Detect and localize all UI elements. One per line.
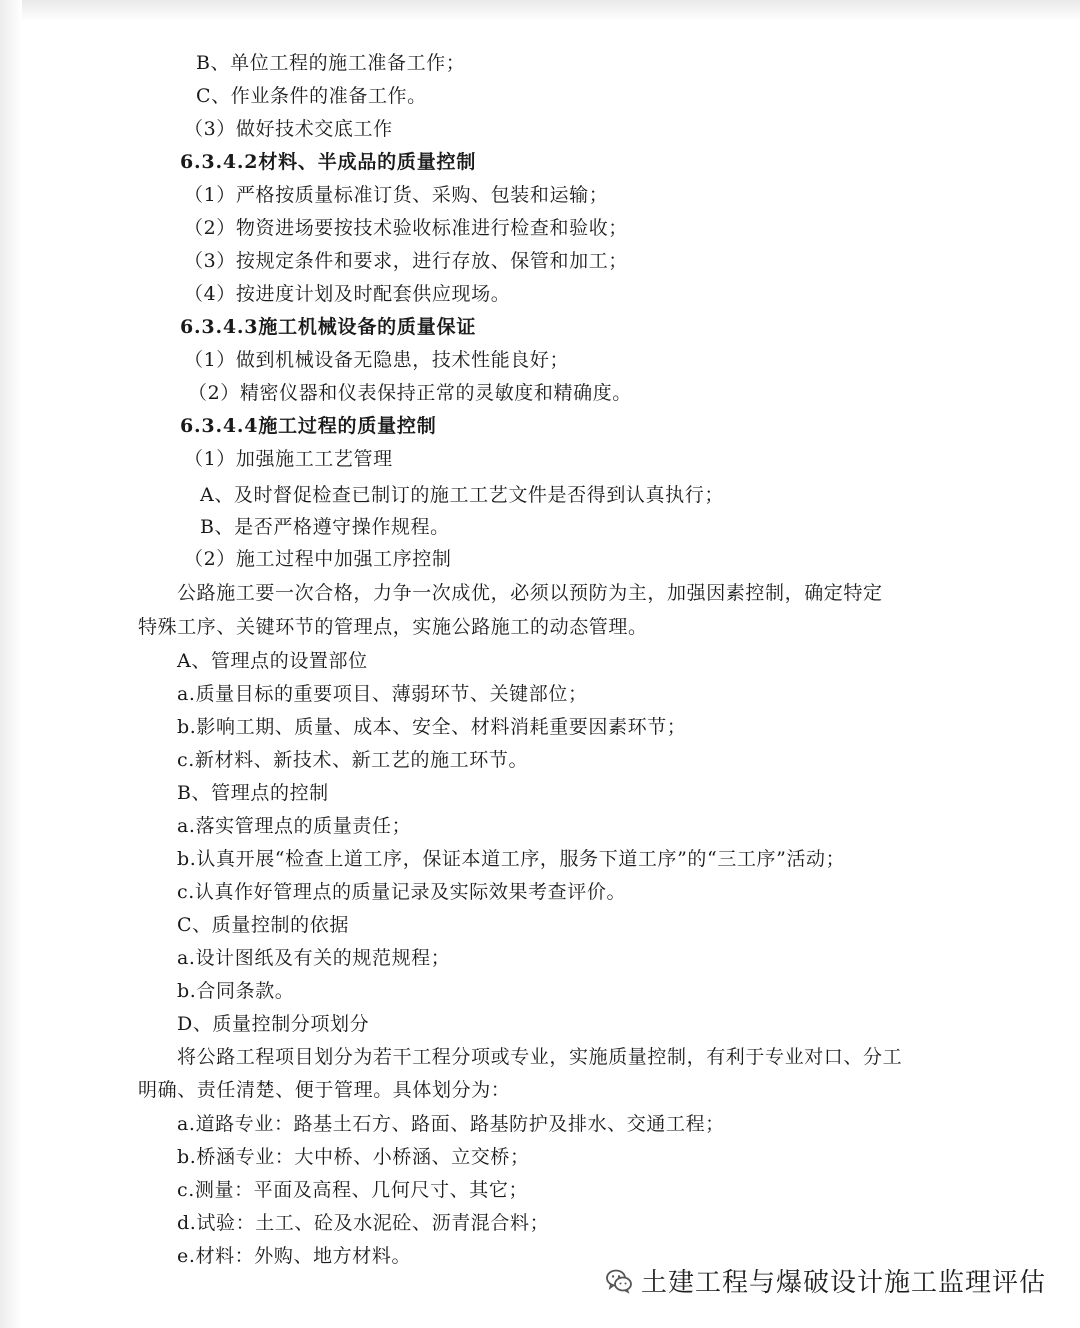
text-line: a.落实管理点的质量责任；: [177, 815, 412, 837]
text-line: b.影响工期、质量、成本、安全、材料消耗重要因素环节；: [177, 716, 687, 738]
text-line: A、及时督促检查已制订的施工工艺文件是否得到认真执行；: [200, 484, 724, 506]
wechat-icon: [605, 1267, 633, 1295]
text-line: （3）做好技术交底工作: [184, 118, 393, 140]
text-line: （3）按规定条件和要求，进行存放、保管和加工；: [184, 250, 628, 272]
paragraph-line: 将公路工程项目划分为若干工程分项或专业，实施质量控制，有利于专业对口、分工: [177, 1046, 903, 1068]
text-line: C、作业条件的准备工作。: [196, 85, 427, 107]
text-line: d.试验：土工、砼及水泥砼、沥青混合料；: [177, 1212, 550, 1234]
text-line: c.认真作好管理点的质量记录及实际效果考查评价。: [177, 881, 627, 903]
text-line: B、单位工程的施工准备工作；: [196, 52, 466, 74]
section-heading: 6.3.4.2材料、半成品的质量控制: [180, 151, 477, 173]
text-line: b.桥涵专业：大中桥、小桥涵、立交桥；: [177, 1146, 530, 1168]
text-line: a.道路专业：路基土石方、路面、路基防护及排水、交通工程；: [177, 1113, 725, 1135]
paragraph-line: 明确、责任清楚、便于管理。具体划分为：: [138, 1079, 511, 1101]
watermark: [605, 1262, 1046, 1299]
text-line: （2）精密仪器和仪表保持正常的灵敏度和精确度。: [188, 382, 632, 404]
section-heading: 6.3.4.3施工机械设备的质量保证: [180, 316, 477, 338]
text-line: C、质量控制的依据: [177, 914, 349, 936]
text-line: a.设计图纸及有关的规范规程；: [177, 947, 451, 969]
text-line: c.新材料、新技术、新工艺的施工环节。: [177, 749, 529, 771]
text-line: a.质量目标的重要项目、薄弱环节、关键部位；: [177, 683, 588, 705]
watermark-text: 土建工程与爆破设计施工监理评估: [640, 1268, 1046, 1298]
text-line: B、是否严格遵守操作规程。: [200, 516, 450, 538]
paragraph-line: 公路施工要一次合格，力争一次成优，必须以预防为主，加强因素控制，确定特定: [177, 582, 883, 604]
text-line: b.认真开展“检查上道工序，保证本道工序，服务下道工序”的“三工序”活动；: [177, 848, 846, 870]
text-line: b.合同条款。: [177, 980, 295, 1002]
text-line: （2）施工过程中加强工序控制: [184, 548, 452, 570]
paragraph-line: 特殊工序、关键环节的管理点，实施公路施工的动态管理。: [138, 616, 648, 638]
text-line: c.测量：平面及高程、几何尺寸、其它；: [177, 1179, 529, 1201]
text-line: e.材料：外购、地方材料。: [177, 1245, 412, 1267]
text-line: （1）严格按质量标准订货、采购、包装和运输；: [184, 184, 609, 206]
text-line: B、管理点的控制: [177, 782, 329, 804]
text-line: A、管理点的设置部位: [177, 650, 368, 672]
text-line: D、质量控制分项划分: [177, 1013, 370, 1035]
text-line: （4）按进度计划及时配套供应现场。: [184, 283, 511, 305]
text-line: （1）做到机械设备无隐患，技术性能良好；: [184, 349, 570, 371]
section-heading: 6.3.4.4施工过程的质量控制: [180, 415, 437, 437]
text-line: （2）物资进场要按技术验收标准进行检查和验收；: [184, 217, 628, 239]
text-line: （1）加强施工工艺管理: [184, 448, 393, 470]
